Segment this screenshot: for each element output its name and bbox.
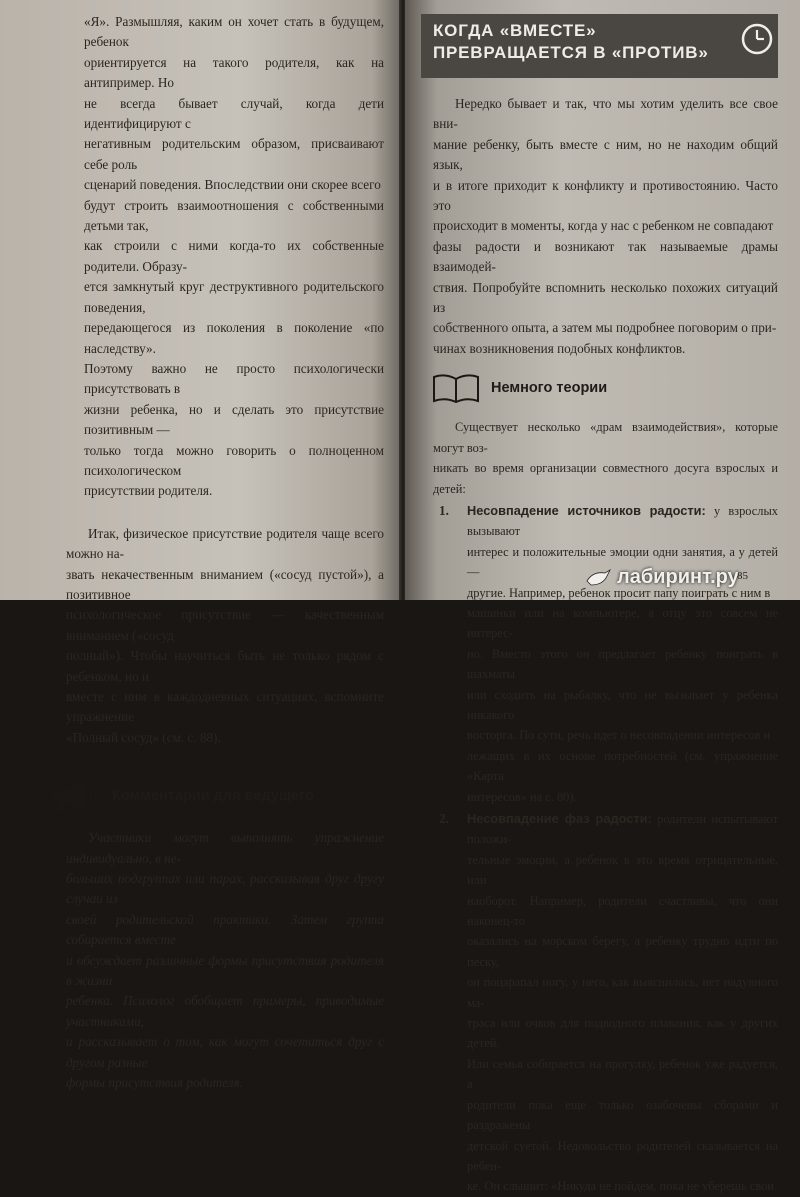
- theory-heading-row: [431, 371, 778, 405]
- text-line: интересов» на с. 80).: [467, 789, 577, 804]
- text-line: Поэтому важно не просто психологически присутствовать в: [84, 360, 384, 397]
- text-line: не всегда бывает случай, когда дети идентифицируют с: [84, 95, 384, 132]
- text-line: тельные эмоции, а ребенок в это время отрицательные, или: [467, 852, 778, 888]
- text-line: ке. Он слышит: «Никуда не пойдем, пока не уберешь свои: [467, 1179, 774, 1194]
- right-page-text: [433, 14, 778, 1197]
- theory-heading: Немного теории: [491, 380, 608, 397]
- chapter-title-line: ПРЕВРАЩАЕТСЯ В «ПРОТИВ»: [433, 43, 709, 62]
- text-line: восторга. По сути, речь идет о несовпадении интересов и: [467, 728, 771, 743]
- list-number: 1.: [439, 502, 449, 518]
- list-term: Несовпадение источников радости:: [467, 502, 706, 518]
- text-line: формы присутствия родителя.: [66, 1075, 243, 1091]
- text-line: машинки или на компьютере, а отцу это совсем не интерес-: [467, 605, 778, 641]
- text-line: «Полный сосуд» (см. с. 88).: [66, 729, 221, 745]
- text-line: как строили с ними когда-то их собственные родители. Образу-: [84, 238, 384, 274]
- list-term: Несовпадение фаз радости:: [467, 811, 652, 826]
- text-line: психологическое присутствие — качественным вниманием («сосуд: [66, 607, 384, 643]
- text-line: Итак, физическое присутствие родителя чаще всего можно на-: [66, 525, 384, 562]
- text-line: никать во время организации совместного досуга взрослых и детей:: [433, 461, 778, 496]
- text-line: больших подгруппах или парах, рассказывая друг другу случаи из: [66, 871, 384, 907]
- text-line: Или семья собирается на прогулку, ребенок уже радуется, а: [467, 1056, 778, 1092]
- comment-heading-row: [50, 776, 384, 816]
- text-line: негативным родительским образом, присваивают себе роль: [84, 136, 384, 172]
- text-line: чинах возникновения подобных конфликтов.: [433, 340, 686, 356]
- chapter-title-line: КОГДА «ВМЕСТЕ»: [433, 21, 597, 40]
- page-number: 85: [737, 570, 748, 582]
- text-line: лежащих в их основе потребностей (см. упражнение «Карта: [467, 748, 778, 784]
- text-line: полный»). Чтобы научиться быть не только рядом с ребенком, но и: [66, 648, 384, 684]
- text-line: наоборот. Например, родители счастливы, что они наконец-то: [467, 893, 778, 929]
- list-number: 2.: [439, 811, 449, 826]
- text-line: звать некачественным вниманием («сосуд пустой»), а позитивное: [66, 566, 384, 602]
- text-line: собственного опыта, а затем мы подробнее поговорим о при-: [433, 320, 777, 336]
- summary-paragraph: [66, 524, 384, 748]
- intro-paragraph: [433, 94, 778, 359]
- comment-heading: Комментарии для ведущего: [112, 788, 314, 805]
- text-line: траса или очков для подводного плавания, как у других детей.: [467, 1016, 778, 1051]
- text-line: детской суетой. Недовольство родителей сказывается на ребен-: [467, 1138, 778, 1173]
- text-line: Участники могут выполнять упражнение индивидуально, в не-: [66, 830, 384, 866]
- text-line: своей родительской практики. Затем группа собирается вместе: [66, 911, 384, 948]
- megaphone-icon: [50, 776, 98, 816]
- text-line: но. Вместо этого он предлагает ребенку поиграть в шахматы: [467, 646, 778, 682]
- text-line: оказались на морском берегу, а ребенку трудно идти по песку,: [467, 934, 778, 969]
- text-line: родители пока еще только озабочены сборами и раздражены: [467, 1097, 778, 1133]
- right-page: [405, 0, 800, 1194]
- text-line: и рассказывает о том, как могут сочетаться друг с другом разные: [66, 1034, 384, 1070]
- text-line: Существует несколько «драм взаимодействия», которые могут воз-: [433, 420, 778, 455]
- clock-icon: [740, 22, 774, 56]
- text-line: происходит в моменты, когда у нас с ребенком не совпадают: [433, 218, 774, 234]
- text-line: ется замкнутый круг деструктивного родительского поведения,: [84, 279, 384, 315]
- text-line: он поцарапал ногу, у него, как выяснилось, нет надувного ма-: [467, 975, 778, 1010]
- text-line: интерес и положительные эмоции одни занятия, а у детей —: [467, 544, 778, 580]
- text-line: и обсуждает различные формы присутствия родителя в жизни: [66, 952, 384, 989]
- chapter-title: [421, 14, 778, 78]
- text-line: ствия. Попробуйте вспомнить несколько похожих ситуаций из: [433, 279, 778, 316]
- text-line: мание ребенку, быть вместе с ним, но не находим общий язык,: [433, 136, 778, 173]
- text-line: присутствии родителя.: [84, 483, 213, 499]
- text-line: сценарий поведения. Впоследствии они скорее всего: [84, 177, 381, 193]
- left-page-text: [66, 12, 384, 1094]
- theory-paragraph: [433, 417, 778, 499]
- left-page: [0, 0, 400, 1091]
- text-line: жизни ребенка, но и сделать это присутствие позитивным —: [84, 401, 384, 438]
- text-line: и в итоге приходит к конфликту и противостоянию. Часто это: [433, 177, 778, 214]
- text-line: будут строить взаимоотношения с собственными детьми так,: [84, 197, 384, 234]
- text-line: «Я». Размышляя, каким он хочет стать в будущем, ребенок: [84, 14, 384, 50]
- list-item: [433, 809, 778, 1197]
- bird-logo-icon: [585, 567, 611, 589]
- text-line: только тогда можно говорить о полноценном психологическом: [84, 442, 384, 478]
- text-line: другие. Например, ребенок просит папу поиграть с ним в: [467, 585, 771, 600]
- text-line: вместе с ним в каждодневных ситуациях, вспомните упражнение: [66, 689, 384, 725]
- quote-block: [66, 12, 384, 502]
- watermark-text: лабиринт.ру: [617, 566, 739, 588]
- text-line: родители испытывают положи-: [467, 812, 778, 847]
- text-line: передающегося из поколения в поколение «по наследству».: [84, 320, 384, 356]
- text-line: или сходить на рыбалку, что не вызывает у ребенка никакого: [467, 687, 778, 722]
- text-line: Нередко бывает и так, что мы хотим уделить все свое вни-: [433, 96, 778, 132]
- comment-paragraph: [66, 828, 384, 1093]
- text-line: ребенка. Психолог обобщает примеры, приводимые участниками,: [66, 993, 384, 1029]
- watermark: [585, 566, 739, 589]
- list-item: [433, 501, 778, 807]
- text-line: у взрослых вызывают: [467, 503, 778, 539]
- text-line: фазы радости и возникают так называемые драмы взаимодей-: [433, 238, 778, 275]
- text-line: ориентируется на такого родителя, как на антипример. Но: [84, 54, 384, 91]
- open-book-icon: [431, 371, 481, 405]
